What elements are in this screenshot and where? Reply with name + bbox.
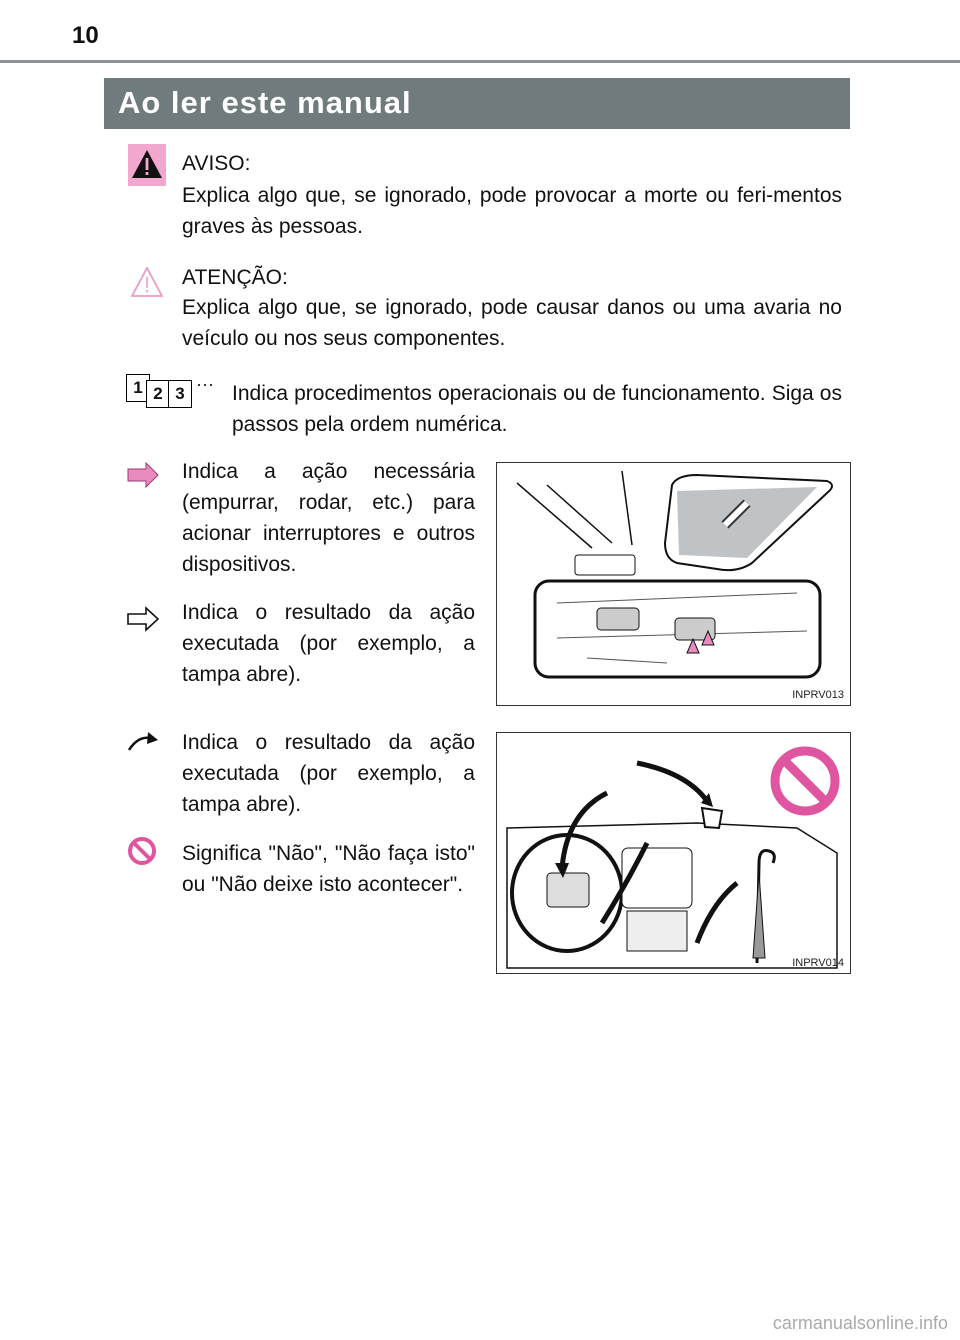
step-digit: 3 (168, 380, 192, 408)
figure-dashboard-drawing (497, 733, 850, 973)
warning-text: Explica algo que, se ignorado, pode provocar a morte ou feri-mentos graves às pessoas. (182, 184, 842, 238)
result-arrow-text: Indica o resultado da ação executada (por exemplo, a tampa abre). (182, 601, 475, 686)
warning-heading: AVISO: (182, 152, 251, 175)
warning-icon (128, 144, 166, 186)
steps-text: Indica procedimentos operacionais ou de funcionamento. Siga os passos pela ordem numérica. (232, 382, 842, 436)
prohibited-text: Significa "Não", "Não faça isto" ou "Não deixe isto acontecer". (182, 842, 475, 896)
action-arrow-icon (126, 462, 160, 488)
result-arrow-icon (126, 606, 160, 632)
action-arrow-text: Indica a ação necessária (empurrar, rodar, etc.) para acionar interruptores e outros dispositivos. (182, 460, 475, 576)
caution-heading: ATENÇÃO: (182, 266, 288, 289)
page-number: 10 (72, 22, 99, 49)
section-title-bar (104, 78, 850, 129)
step-numbers-icon (126, 374, 206, 408)
footer-watermark: carmanualsonline.info (772, 1313, 948, 1333)
ellipsis: ··· (196, 374, 214, 394)
curved-arrow-text: Indica o resultado da ação executada (por exemplo, a tampa abre). (182, 731, 475, 816)
section-title: Ao ler este manual (118, 85, 412, 120)
prohibited-icon (127, 836, 157, 866)
figure-overhead-console-drawing (497, 463, 850, 705)
figure-overhead-console (496, 462, 851, 706)
step-digit: 1 (126, 374, 150, 402)
curved-arrow-icon (126, 728, 160, 754)
figure-code: INPRV013 (792, 689, 844, 701)
caution-text: Explica algo que, se ignorado, pode causar danos ou uma avaria no veículo ou nos seus componentes. (182, 296, 842, 350)
step-digit: 2 (146, 380, 170, 408)
caution-icon (128, 262, 166, 304)
header-rule (0, 60, 960, 63)
figure-dashboard (496, 732, 851, 974)
figure-code: INPRV014 (792, 957, 844, 969)
